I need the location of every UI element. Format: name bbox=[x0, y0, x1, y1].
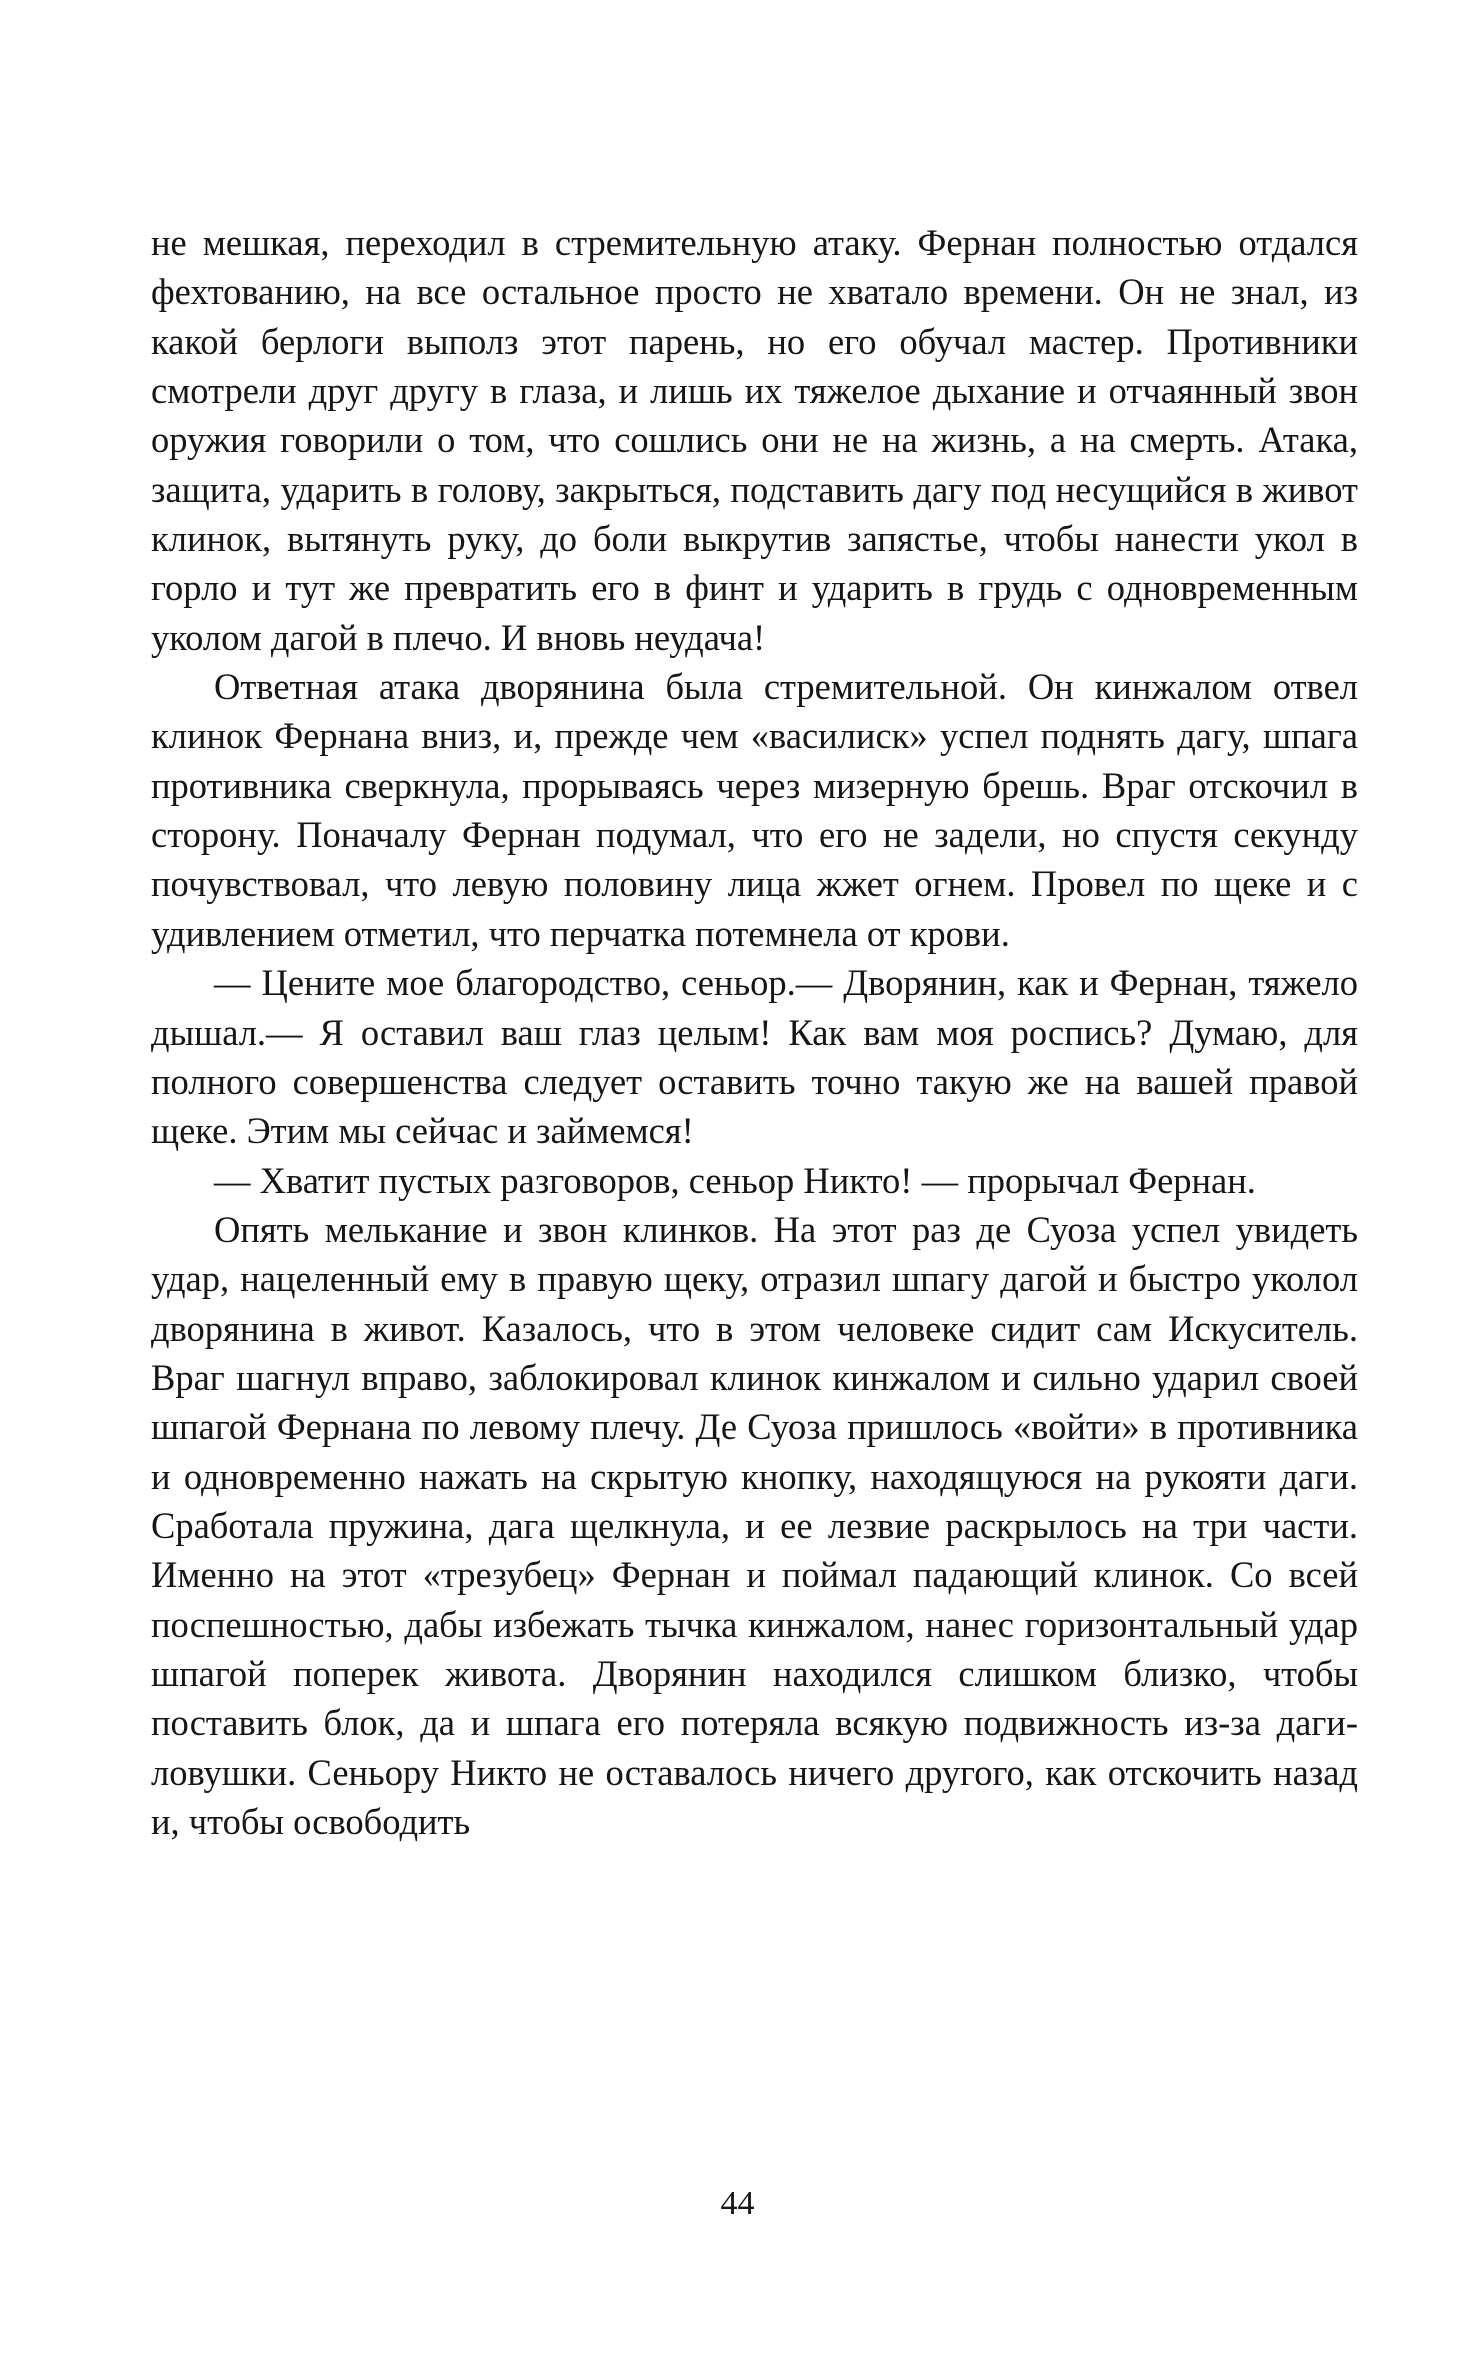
paragraph: Опять мелькание и звон клинков. На этот раз де Суоза успел увидеть удар, нацеленный ему в правую щеку, отразил шпагу дагой и быстро уколол дворянина в живот. Казалось, что в этом человеке сидит сам Искуситель. Враг шагнул вправо, заблокировал клинок кинжалом и сильно ударил своей шпагой Фернана по левому плечу. Де Суоза пришлось «войти» в противника и одновременно нажать на скрытую кнопку, находящуюся на рукояти даги. Сработала пружина, дага щелкнула, и ее лезвие раскрылось на три части. Именно на этот «трезубец» Фернан и поймал падающий клинок. Со всей поспешностью, дабы избежать тычка кинжалом, нанес горизонтальный удар шпагой поперек живота. Дворянин находился слишком близко, чтобы поставить блок, да и шпага его потеряла всякую подвижность из-за даги-ловушки. Сеньору Никто не оставалось ничего другого, как отскочить назад и, чтобы освободить bbox=[151, 1208, 1358, 1842]
paragraph: Ответная атака дворянина была стремительной. Он кинжалом отвел клинок Фернана вниз, и, прежде чем «василиск» успел поднять дагу, шпага противника сверкнула, прорываясь через мизерную брешь. Враг отскочил в сторону. Поначалу Фернан подумал, что его не задели, но спустя секунду почувствовал, что левую половину лица жжет огнем. Провел по щеке и с удивлением отметил, что перчатка потемнела от крови. bbox=[151, 666, 1358, 954]
body-text bbox=[151, 218, 1358, 1846]
dialogue-paragraph: — Хватит пустых разговоров, сеньор Никто! — прорычал Фернан. bbox=[214, 1159, 1256, 1201]
page-number: 44 bbox=[720, 2185, 755, 2222]
dialogue-paragraph: — Цените мое благородство, сеньор.— Дворянин, как и Фернан, тяжело дышал.— Я оставил ваш глаз целым! Как вам моя роспись? Думаю, для полного совершенства следует оставить точно такую же на вашей правой щеке. Этим мы сейчас и займемся! bbox=[151, 962, 1358, 1152]
paragraph-continuation: не мешкая, переходил в стремительную атаку. Фернан полностью отдался фехтованию, на все остальное просто не хватало времени. Он не знал, из какой берлоги выполз этот парень, но его обучал мастер. Противники смотрели друг другу в глаза, и лишь их тяжелое дыхание и отчаянный звон оружия говорили о том, что сошлись они не на жизнь, а на смерть. Атака, защита, ударить в голову, закрыться, подставить дагу под несущийся в живот клинок, вытянуть руку, до боли выкрутив запястье, чтобы нанести укол в горло и тут же превратить его в финт и ударить в грудь с одновременным уколом дагой в плечо. И вновь неудача! bbox=[151, 222, 1358, 658]
